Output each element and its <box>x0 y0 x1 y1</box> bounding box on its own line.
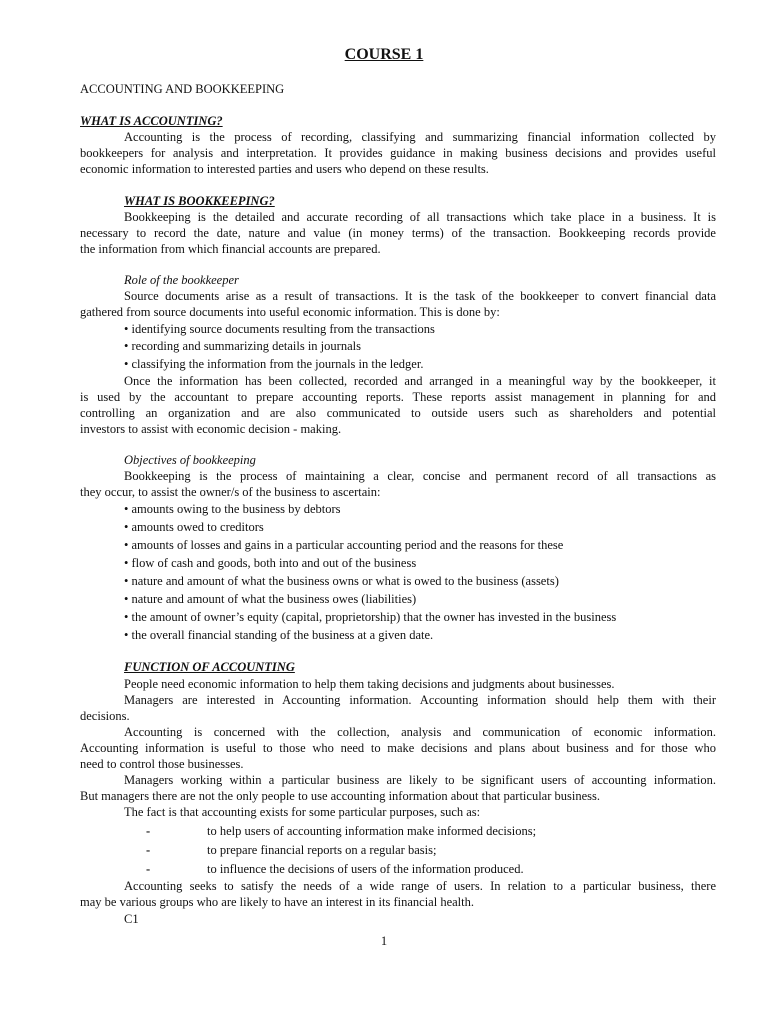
paragraph-line: Source documents arise as a result of transactions. It is the task of the bookkeeper to convert financial data <box>124 289 716 303</box>
paragraph-line: is used by the accountant to prepare accounting reports. These reports assist management in planning for and <box>80 390 716 404</box>
purpose-item: to help users of accounting information make informed decisions; <box>207 824 537 838</box>
paragraph-line: Bookkeeping is the process of maintaining a clear, concise and permanent record of all transactions as <box>124 469 716 483</box>
subheading-role-of-bookkeeper: Role of the bookkeeper <box>124 273 239 287</box>
bullet-item: • recording and summarizing details in journals <box>124 339 361 353</box>
paragraph-line: investors to assist with economic decision - making. <box>80 422 342 436</box>
purpose-item: to prepare financial reports on a regular basis; <box>207 843 437 857</box>
bullet-item: • identifying source documents resulting from the transactions <box>124 322 435 336</box>
paragraph-line: controlling an organization and are also communicated to outside users such as shareholders and potential <box>80 406 716 420</box>
paragraph-line: gathered from source documents into useful economic information. This is done by: <box>80 305 500 319</box>
paragraph-line: decisions. <box>80 709 130 723</box>
bullet-item: • nature and amount of what the business owes (liabilities) <box>124 592 417 606</box>
bullet-item: • classifying the information from the journals in the ledger. <box>124 357 424 371</box>
dash-bullet: - <box>146 862 151 876</box>
page-title: COURSE 1 <box>344 46 424 63</box>
paragraph-line: bookkeepers for analysis and interpretation. It provides guidance in making business decisions and provides useful <box>80 146 716 160</box>
paragraph-line: Bookkeeping is the detailed and accurate recording of all transactions which take place in a business. It is <box>124 210 716 224</box>
paragraph-line: People need economic information to help them taking decisions and judgments about businesses. <box>124 677 615 691</box>
section-heading-accounting: WHAT IS ACCOUNTING? <box>80 114 223 128</box>
paragraph-line: the information from which financial accounts are prepared. <box>80 242 381 256</box>
paragraph-line: necessary to record the date, nature and value (in money terms) of the transaction. Bookkeeping records provide <box>80 226 716 240</box>
paragraph-line: The fact is that accounting exists for some particular purposes, such as: <box>124 805 481 819</box>
dash-bullet: - <box>146 843 151 857</box>
paragraph-line: Managers are interested in Accounting information. Accounting information should help them with their <box>124 693 716 707</box>
bullet-item: • nature and amount of what the business owns or what is owed to the business (assets) <box>124 574 559 588</box>
paragraph-line: C1 <box>124 912 139 926</box>
subheading-objectives: Objectives of bookkeeping <box>124 453 256 467</box>
paragraph-line: Accounting is concerned with the collection, analysis and communication of economic information. <box>124 725 716 739</box>
dash-bullet: - <box>146 824 151 838</box>
paragraph-line: Accounting seeks to satisfy the needs of a wide range of users. In relation to a particular business, there <box>124 879 716 893</box>
purpose-item: to influence the decisions of users of the information produced. <box>207 862 524 876</box>
bullet-item: • the overall financial standing of the business at a given date. <box>124 628 434 642</box>
paragraph-line: Accounting is the process of recording, classifying and summarizing financial information collected by <box>124 130 716 144</box>
paragraph-line: Accounting information is useful to those who need to make decisions and plans about business and for those who <box>80 741 716 755</box>
paragraph-line: may be various groups who are likely to have an interest in its financial health. <box>80 895 474 909</box>
bullet-item: • amounts of losses and gains in a particular accounting period and the reasons for these <box>124 538 564 552</box>
paragraph-line: But managers there are not the only people to use accounting information about that particular business. <box>80 789 600 803</box>
paragraph-line: Once the information has been collected, recorded and arranged in a meaningful way by the bookkeeper, it <box>124 374 716 388</box>
paragraph-line: Managers working within a particular business are likely to be significant users of accounting information. <box>124 773 716 787</box>
bullet-item: • amounts owing to the business by debtors <box>124 502 341 516</box>
main-heading: ACCOUNTING AND BOOKKEEPING <box>80 82 285 96</box>
paragraph-line: they occur, to assist the owner/s of the business to ascertain: <box>80 485 381 499</box>
section-heading-function: FUNCTION OF ACCOUNTING <box>124 660 295 674</box>
paragraph-line: need to control those businesses. <box>80 757 244 771</box>
section-heading-bookkeeping: WHAT IS BOOKKEEPING? <box>124 194 275 208</box>
paragraph-line: economic information to interested parties and users who depend on these results. <box>80 162 489 176</box>
bullet-item: • the amount of owner’s equity (capital, proprietorship) that the owner has invested in the business <box>124 610 617 624</box>
page-number: 1 <box>380 934 388 948</box>
bullet-item: • flow of cash and goods, both into and out of the business <box>124 556 417 570</box>
bullet-item: • amounts owed to creditors <box>124 520 264 534</box>
